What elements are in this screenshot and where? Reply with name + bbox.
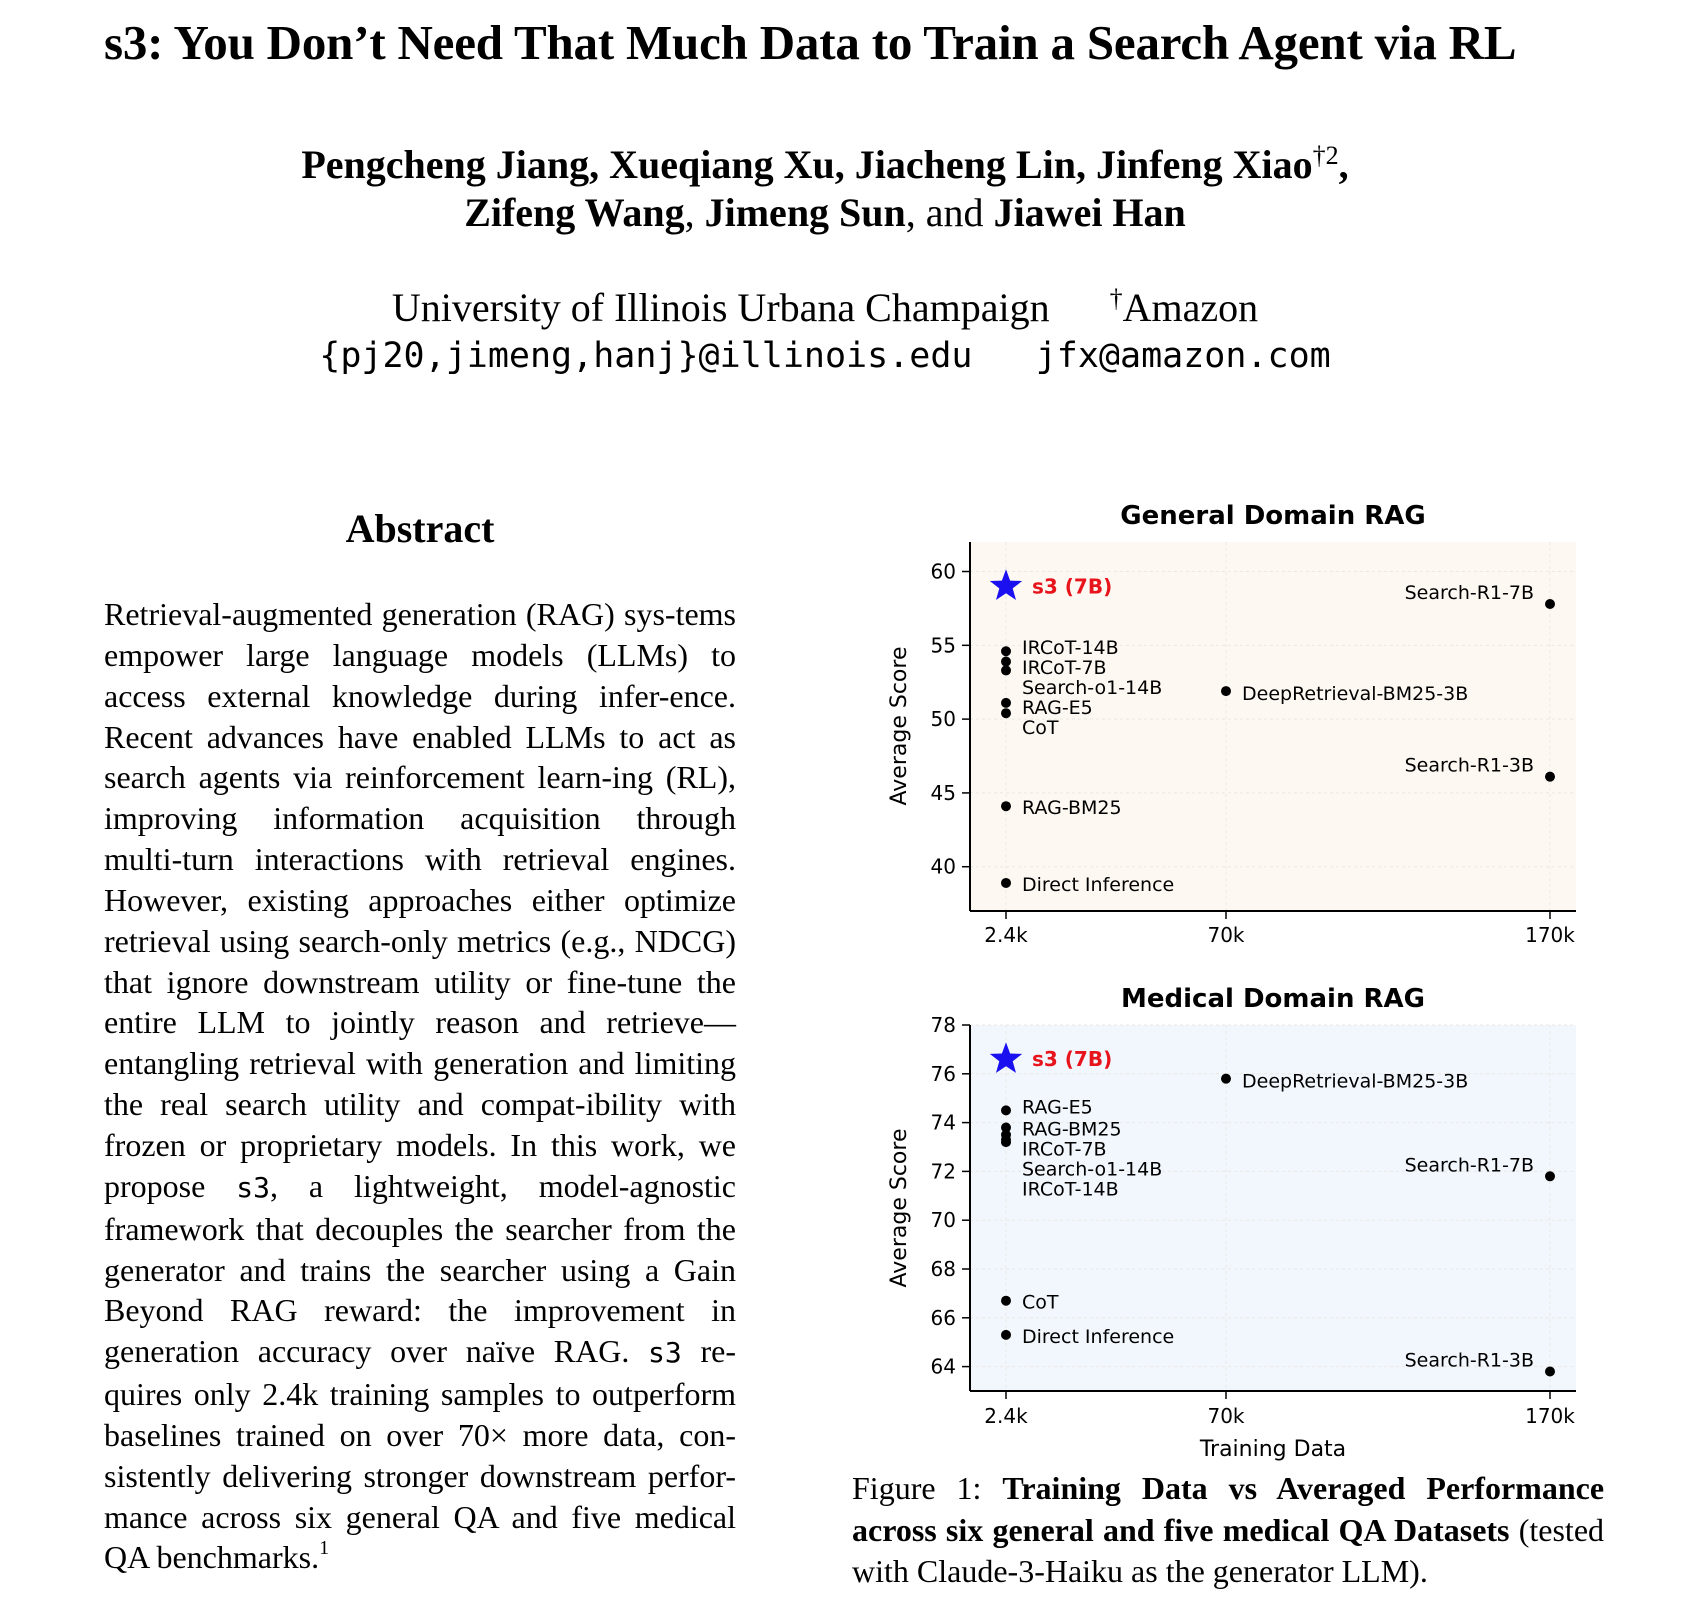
data-label: Search-o1-14B — [1022, 677, 1163, 700]
x-tick-label: 70k — [1207, 923, 1245, 947]
data-point — [1545, 599, 1555, 609]
data-label: RAG-BM25 — [1022, 797, 1122, 820]
author-name: Jiawei Han — [993, 190, 1186, 235]
figure-1-chart — [860, 488, 1580, 1468]
author-name: Jiacheng Lin — [854, 142, 1076, 187]
x-tick-label: 170k — [1525, 923, 1575, 947]
method-name: s3 — [236, 1170, 270, 1204]
y-tick-label: 72 — [930, 1159, 956, 1184]
data-label: Search-R1-3B — [1404, 1349, 1534, 1372]
y-tick-label: 74 — [930, 1110, 956, 1135]
affiliation-line — [0, 284, 1650, 331]
x-tick-label: 2.4k — [984, 1404, 1028, 1428]
y-tick-label: 70 — [930, 1208, 956, 1233]
data-point — [1001, 1296, 1011, 1306]
data-label: Direct Inference — [1022, 1325, 1175, 1348]
y-tick-label: 76 — [930, 1061, 956, 1086]
author-name: Jimeng Sun — [704, 190, 906, 235]
affiliation-mark: † — [1109, 284, 1123, 313]
y-tick-label: 66 — [930, 1305, 956, 1330]
author-list-line-1: Pengcheng Jiang, Xueqiang Xu, Jiacheng Lin, Jinfeng Xiao$^{\dagger 2}$, — [301, 141, 1349, 187]
caption-note: (tested with Claude-3-Haiku as the generator LLM). — [852, 1511, 1605, 1589]
y-tick-label: 78 — [930, 1013, 956, 1037]
data-point — [1221, 1074, 1231, 1084]
data-point — [1001, 1105, 1011, 1115]
data-label: RAG-E5 — [1022, 1096, 1093, 1119]
data-label: CoT — [1022, 717, 1059, 740]
data-point — [1001, 698, 1011, 708]
y-tick-label: 68 — [930, 1257, 956, 1281]
y-tick-label: 40 — [930, 854, 956, 879]
method-name: s3 — [648, 1336, 682, 1370]
data-point — [1001, 801, 1011, 811]
affiliation-university: University of Illinois Urbana Champaign — [391, 285, 1050, 330]
data-point — [1545, 1171, 1555, 1181]
author-name: Pengcheng Jiang — [301, 142, 590, 187]
footnote-mark: 1 — [319, 1537, 330, 1560]
data-point — [1545, 772, 1555, 782]
paper-title: s3: You Don’t Need That Much Data to Train a Search Agent via RL — [104, 15, 1517, 70]
data-label: IRCoT-7B — [1022, 657, 1107, 680]
data-label: Search-R1-7B — [1404, 1154, 1534, 1177]
y-axis-label: Average Score — [887, 1128, 912, 1288]
figure-caption — [852, 1468, 1604, 1593]
chart-title: General Domain RAG — [1120, 501, 1426, 531]
author-name: Xueqiang Xu — [609, 142, 835, 187]
y-tick-label: 45 — [930, 780, 956, 805]
abstract-heading: Abstract — [345, 506, 495, 551]
data-point — [1001, 657, 1011, 667]
chart-title: Medical Domain RAG — [1121, 984, 1425, 1014]
x-tick-label: 70k — [1207, 1404, 1245, 1428]
data-label: s3 (7B) — [1032, 1047, 1113, 1072]
data-label: Search-R1-7B — [1404, 581, 1534, 604]
y-tick-label: 60 — [930, 559, 956, 584]
email-line — [0, 336, 1650, 376]
data-label: RAG-E5 — [1022, 697, 1093, 720]
data-label: CoT — [1022, 1291, 1059, 1314]
data-label: IRCoT-7B — [1022, 1138, 1107, 1161]
data-label: Search-o1-14B — [1022, 1158, 1163, 1181]
author-affiliation-mark: †2 — [1312, 141, 1339, 170]
data-label: IRCoT-14B — [1022, 1178, 1119, 1201]
x-tick-label: 170k — [1525, 1404, 1575, 1428]
data-label: s3 (7B) — [1032, 574, 1113, 599]
data-point — [1001, 1330, 1011, 1340]
author-list-line-2: Zifeng Wang, Jimeng Sun, and Jiawei Han — [464, 190, 1186, 235]
email-company: jfx@amazon.com — [1035, 336, 1331, 376]
x-tick-label: 2.4k — [984, 923, 1028, 947]
y-tick-label: 64 — [930, 1354, 956, 1379]
data-label: RAG-BM25 — [1022, 1118, 1122, 1141]
data-point — [1545, 1366, 1555, 1376]
data-point — [1001, 878, 1011, 888]
author-name: Jinfeng Xiao — [1095, 142, 1313, 187]
data-label: Direct Inference — [1022, 873, 1175, 896]
x-axis-label: Training Data — [1199, 1437, 1347, 1462]
author-name: Zifeng Wang — [464, 190, 685, 235]
data-label: DeepRetrieval-BM25-3B — [1242, 1070, 1469, 1093]
data-point — [1001, 646, 1011, 656]
affiliation-company: Amazon — [1122, 285, 1259, 330]
data-point — [1001, 708, 1011, 718]
y-axis-label: Average Score — [887, 646, 912, 806]
email-university: {pj20,jimeng,hanj}@illinois.edu — [319, 336, 973, 376]
abstract-body: Retrieval-augmented generation (RAG) sys-tems empower large language models (LLMs) to access external knowledge during infer-ence. Recent advances have enabled LLMs to act as search agents via reinforcement learn-ing (RL), improving information acquisition through multi-turn interactions with retrieval engines. However, existing approaches either optimize retrieval using search-only metrics (e.g., NDCG) that ignore downstream utility or fine-tune the entire LLM to jointly reason and retrieve—entangling retrieval with generation and limiting the real search utility and compat-ibility with frozen or proprietary models. In this work, we propose s3, a lightweight, model-agnostic framework that decouples the searcher from the generator and trains the searcher using a Gain Beyond RAG reward: the improvement in generation accuracy over naïve RAG. s3 re-quires only 2.4k training samples to outperform baselines trained on over 70× more data, con-sistently delivering stronger downstream perfor-mance across six general QA and five medical QA benchmarks.$^1$ — [104, 596, 737, 1576]
data-point — [1001, 1137, 1011, 1147]
y-tick-label: 55 — [930, 633, 956, 658]
data-label: Search-R1-3B — [1404, 754, 1534, 777]
caption-label: Figure 1: — [852, 1470, 982, 1506]
caption-title: Training Data vs Averaged Performance across six general and five medical QA Datasets — [852, 1470, 1605, 1548]
data-label: IRCoT-14B — [1022, 637, 1119, 660]
data-label: DeepRetrieval-BM25-3B — [1242, 683, 1469, 706]
y-tick-label: 50 — [930, 707, 956, 732]
data-point — [1001, 665, 1011, 675]
data-point — [1221, 686, 1231, 696]
